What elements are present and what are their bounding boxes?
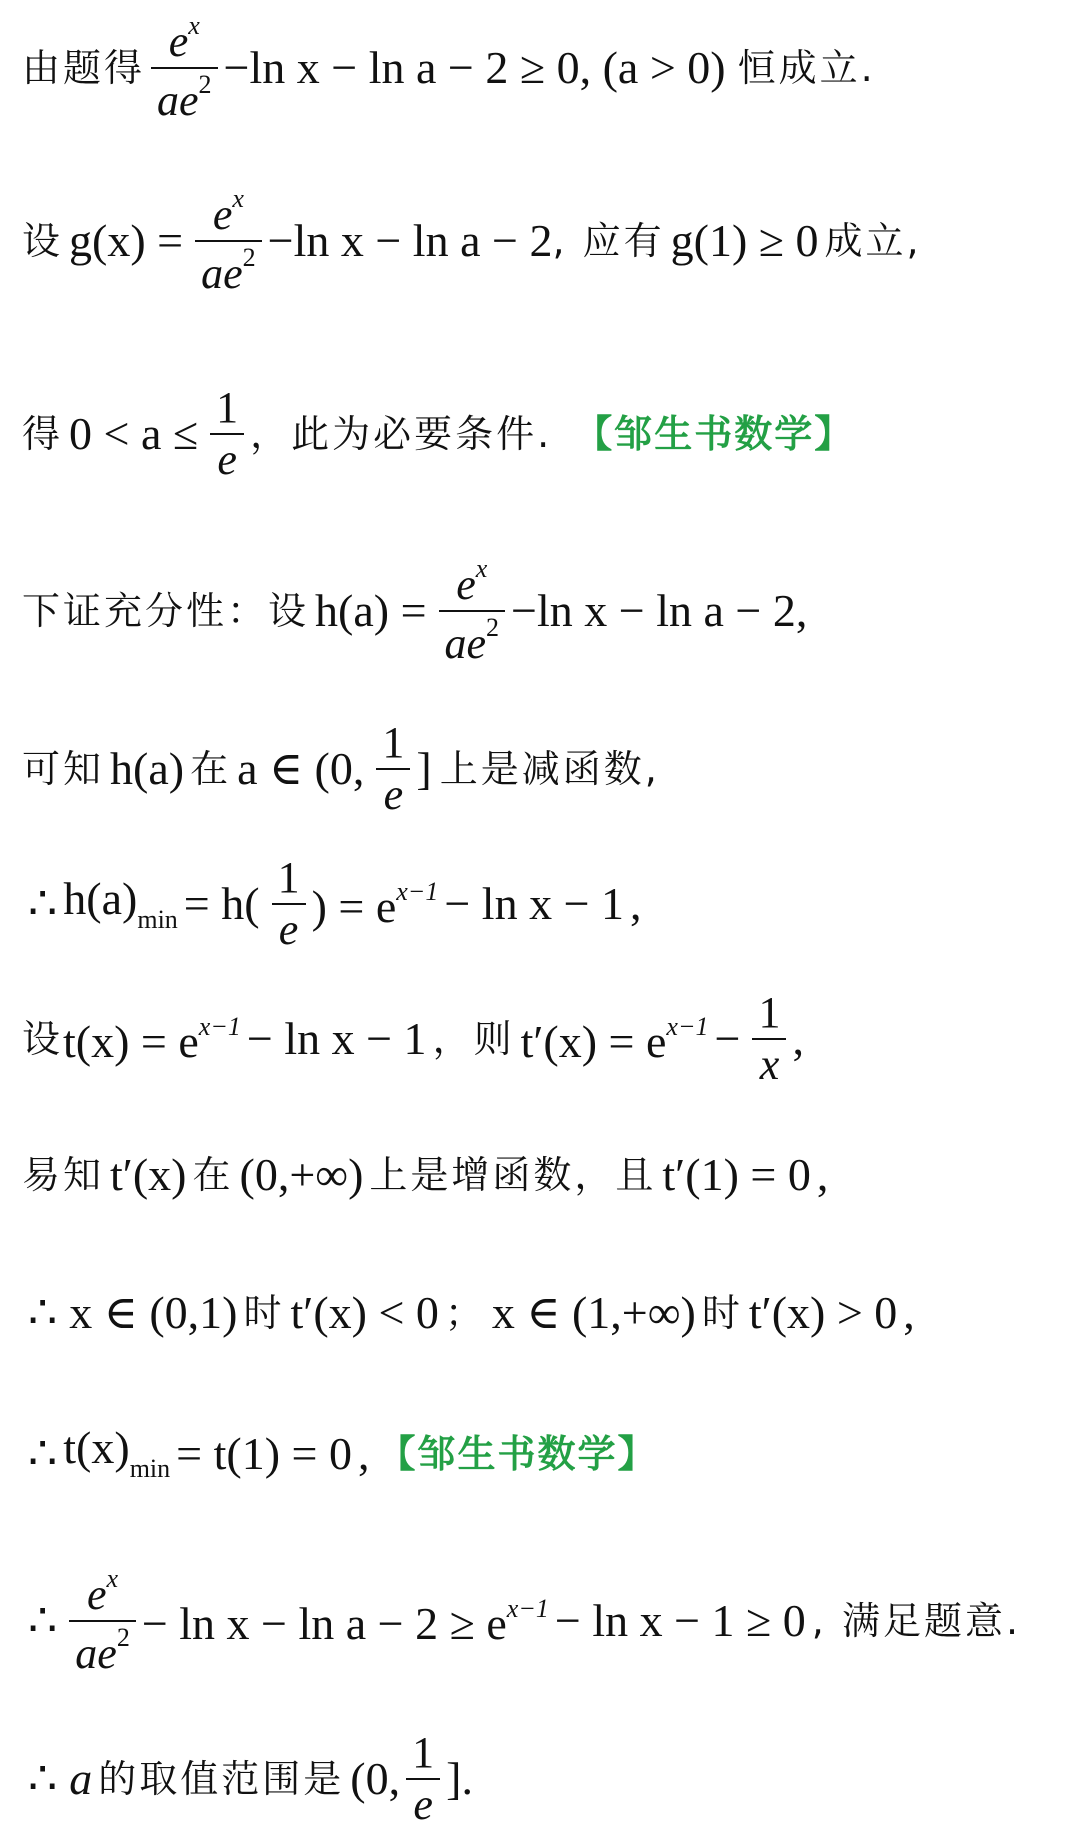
line9-when1: 时 <box>243 1291 285 1335</box>
line12-open: (0, <box>350 1753 401 1805</box>
line2-rest: −ln x − ln a − 2 <box>267 215 553 267</box>
line-2 <box>22 185 922 297</box>
line2-mid: , 应有 <box>552 219 665 264</box>
line7-minus: − <box>714 1013 741 1065</box>
line7-rest: − ln x − 1 <box>246 1013 427 1065</box>
line5-pre: 可知 <box>22 747 105 792</box>
line10-tail: , <box>357 1427 370 1479</box>
line7-tail: , <box>792 1013 804 1065</box>
therefore-symbol: ∴ <box>28 1753 58 1805</box>
line8-tail: , <box>816 1149 829 1200</box>
line3-ineq: 0 < a ≤ <box>69 408 199 460</box>
line9-sep: ； <box>444 1291 486 1335</box>
line-9 <box>22 1287 915 1338</box>
line-1 <box>22 12 876 124</box>
line8-func: t′(x) <box>110 1149 187 1200</box>
line2-cond: g(1) ≥ 0 <box>670 215 819 267</box>
line4-rest: −ln x − ln a − 2 <box>511 585 796 637</box>
line-5 <box>22 720 660 818</box>
line11-rest: − ln x − ln a − 2 ≥ e <box>141 1597 507 1649</box>
line6-tail: , <box>630 878 642 930</box>
line5-close: ] <box>416 743 432 795</box>
line-7 <box>22 990 804 1088</box>
therefore-symbol: ∴ <box>28 1287 58 1338</box>
line4-tail: , <box>795 585 808 637</box>
fraction-1-over-e: $\frac{1}{e}$ <box>272 855 306 953</box>
line9-d: t′(x) > 0 <box>748 1287 898 1338</box>
line7-sup2: x−1 <box>666 1011 709 1041</box>
line1-rest: −ln x − ln a − 2 ≥ 0, (a > 0) <box>223 42 726 94</box>
line12-var: a <box>69 1753 93 1805</box>
line2-lhs: g(x) = <box>69 215 184 267</box>
brand-watermark: 【邹生书数学】 <box>574 412 855 457</box>
line-3 <box>22 385 854 483</box>
line2-tail: 成立, <box>824 219 922 264</box>
line6-sub: min <box>137 904 178 934</box>
line-8 <box>22 1149 829 1200</box>
line12-close: ]. <box>446 1753 473 1805</box>
line7-mid: ，则 <box>432 1017 515 1062</box>
line8-interval: (0,+∞) <box>239 1149 364 1200</box>
line6-func: h(a) <box>63 872 138 924</box>
line2-pre: 设 <box>22 219 64 264</box>
line6-eq: = h( <box>183 878 260 930</box>
line11-tail: , 满足题意. <box>811 1599 1022 1644</box>
line10-func: t(x) <box>63 1422 130 1473</box>
line3-pre: 得 <box>22 412 64 457</box>
line11-sup: x−1 <box>506 1593 549 1623</box>
line7-pre: 设 <box>22 1017 64 1062</box>
line-10 <box>22 1422 658 1483</box>
line3-tail: ，此为必要条件. <box>250 412 553 457</box>
line6-close: ) = e <box>311 880 397 932</box>
therefore-symbol: ∴ <box>28 1427 58 1479</box>
line8-eq: t′(1) = 0 <box>662 1149 811 1200</box>
line-4 <box>22 555 807 667</box>
line9-b: t′(x) < 0 <box>290 1287 439 1338</box>
fraction-e-x-over-ae2: $\frac{e^x}{ae^2}$ <box>151 12 218 124</box>
fraction-1-over-x: $\frac{1}{x}$ <box>752 990 786 1088</box>
fraction-1-over-e: $\frac{1}{e}$ <box>406 1730 440 1828</box>
line7-lhs: t(x) = e <box>63 1015 199 1067</box>
fraction-e-x-over-ae2: $\frac{e^x}{ae^2}$ <box>439 555 506 667</box>
line-12 <box>22 1730 473 1828</box>
line9-c: x ∈ (1,+∞) <box>491 1287 696 1338</box>
line6-rest: − ln x − 1 <box>444 878 625 930</box>
line4-lhs: h(a) = <box>315 585 427 637</box>
line10-eq: = t(1) = 0 <box>176 1427 352 1479</box>
line11-rest2: − ln x − 1 ≥ 0 <box>554 1595 806 1647</box>
fraction-e-x-over-ae2: $\frac{e^x}{ae^2}$ <box>195 185 262 297</box>
line5-set: a ∈ (0, <box>237 743 365 795</box>
therefore-symbol: ∴ <box>28 878 58 930</box>
line9-when2: 时 <box>701 1291 743 1335</box>
line5-tail: 上是减函数, <box>439 747 660 792</box>
therefore-symbol: ∴ <box>28 1595 58 1647</box>
line-11 <box>22 1565 1021 1677</box>
line8-mid2: 上是增函数，且 <box>369 1153 657 1197</box>
line1-tail: 恒成立. <box>737 46 876 91</box>
line9-tail: , <box>903 1287 915 1338</box>
line5-func: h(a) <box>110 743 185 795</box>
line9-a: x ∈ (0,1) <box>69 1287 238 1338</box>
line5-mid: 在 <box>190 747 232 792</box>
line12-mid: 的取值范围是 <box>98 1757 345 1802</box>
fraction-e-x-over-ae2: $\frac{e^x}{ae^2}$ <box>69 1565 136 1677</box>
line10-sub: min <box>129 1454 171 1483</box>
brand-watermark: 【邹生书数学】 <box>377 1431 658 1476</box>
line4-pre: 下证充分性：设 <box>22 589 310 634</box>
line1-text: 由题得 <box>22 46 146 91</box>
line-6 <box>22 855 642 953</box>
line8-pre: 易知 <box>22 1153 105 1197</box>
fraction-1-over-e: $\frac{1}{e}$ <box>210 385 244 483</box>
line6-sup: x−1 <box>396 876 439 906</box>
line7-sup: x−1 <box>198 1011 241 1041</box>
fraction-1-over-e: $\frac{1}{e}$ <box>376 720 410 818</box>
line7-lhs2: t′(x) = e <box>520 1015 667 1067</box>
line8-mid: 在 <box>192 1153 234 1197</box>
